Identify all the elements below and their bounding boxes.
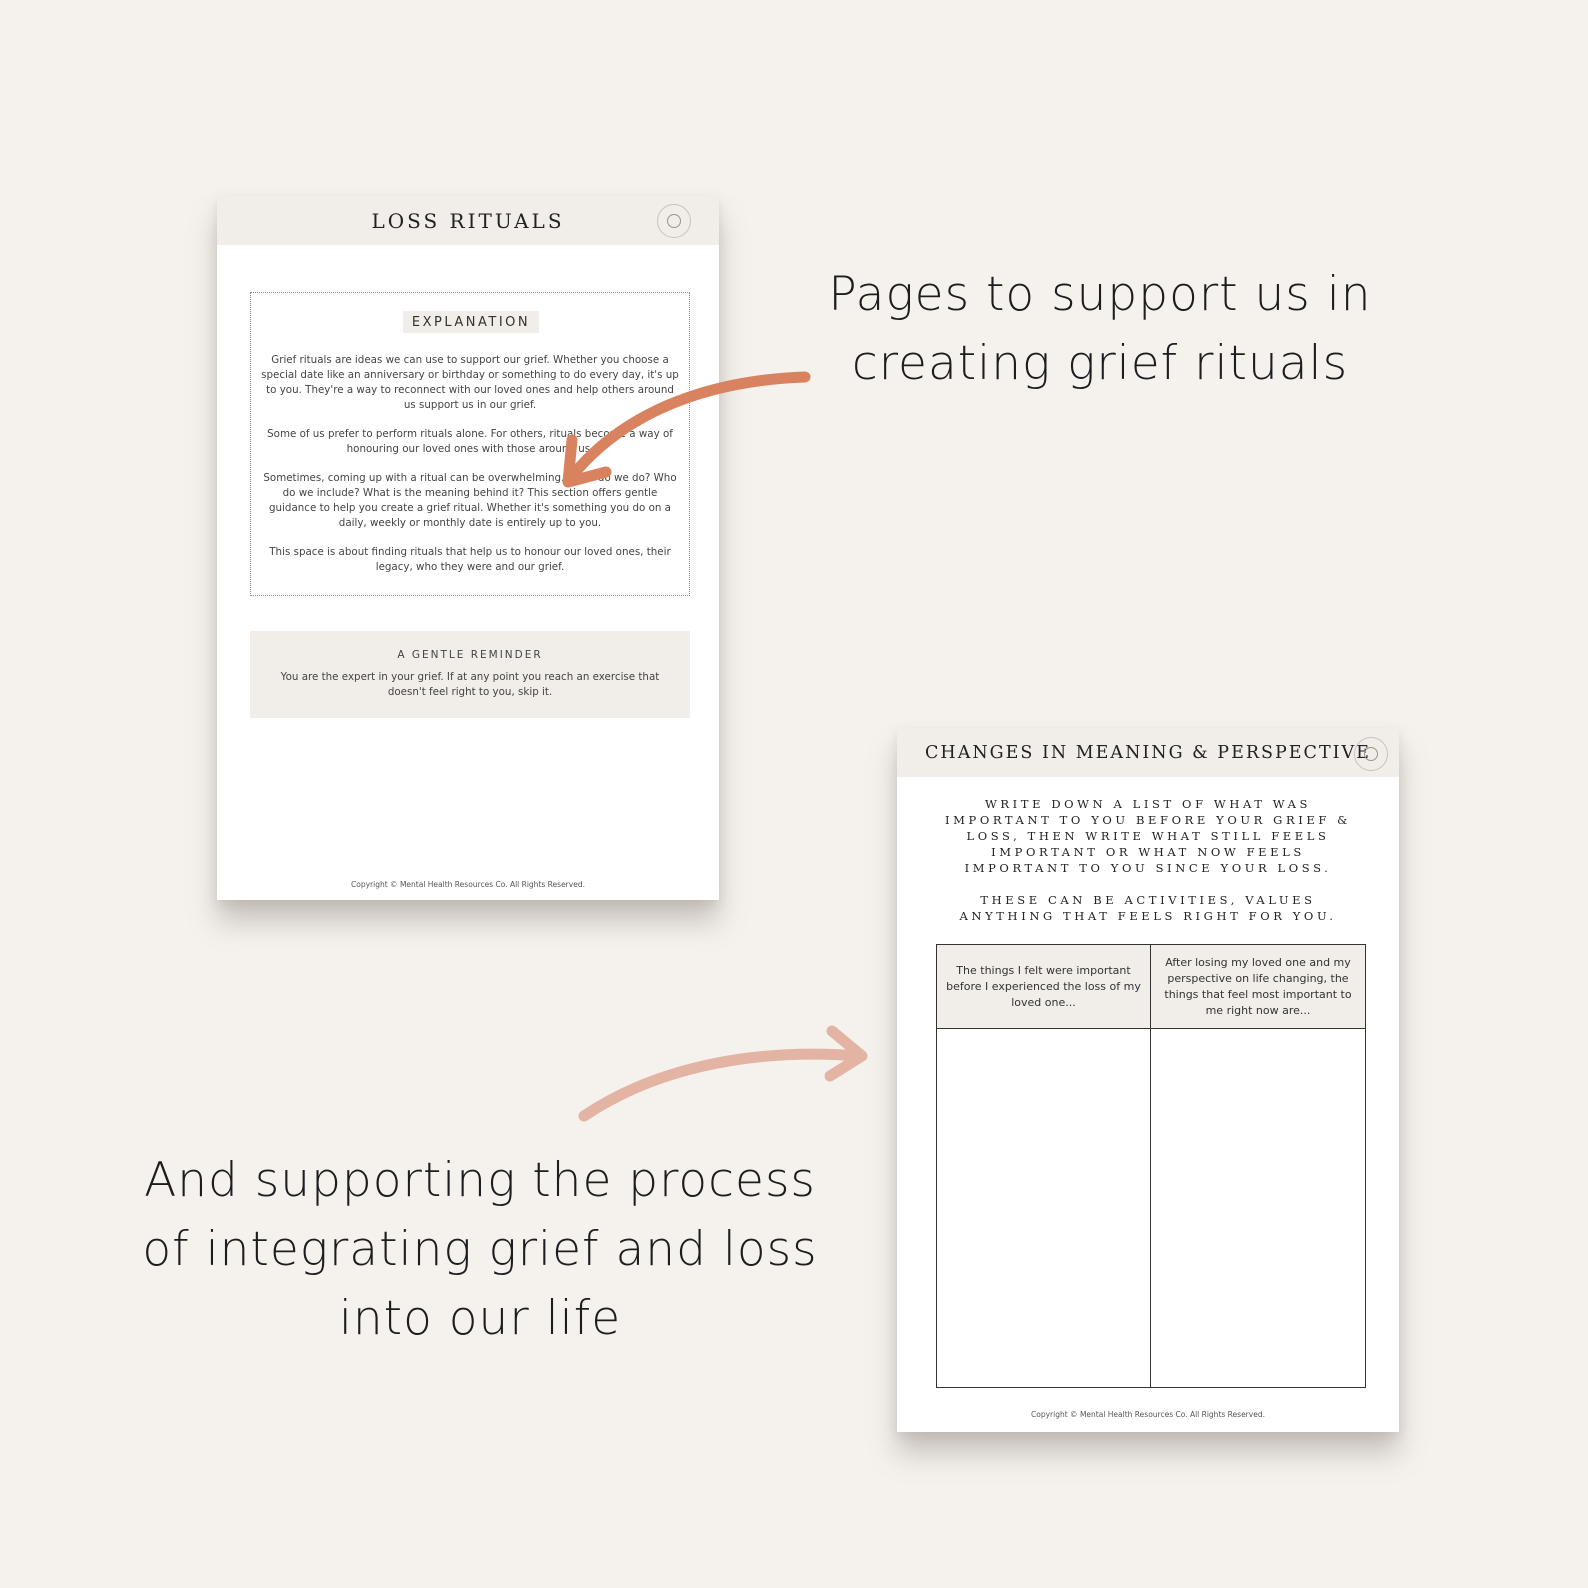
reminder-title: A GENTLE REMINDER	[397, 649, 543, 661]
arrow-top-icon	[568, 377, 805, 482]
explanation-paragraph: Grief rituals are ideas we can use to support our grief. Whether you choose a special date like an anniversary or birthday or something to do every day, it's up to you. They're a way to reconnect with our loved ones and help others around us support us in our grief.	[261, 354, 679, 411]
column-header-after: After losing my loved one and my perspective on life changing, the things that feel most important to me right now are...	[1151, 945, 1365, 1029]
explanation-label: EXPLANATION	[403, 311, 539, 333]
copyright-notice: Copyright © Mental Health Resources Co. All Rights Reserved.	[351, 880, 585, 889]
explanation-paragraph: Sometimes, coming up with a ritual can be overwhelming. What do we do? Who do we include? What is the meaning behind it? This section offers gentle guidance to help you create a grief ritual. Whether it's something you do on a daily, weekly or monthly date is entirely up to you.	[263, 472, 677, 529]
explanation-paragraph: Some of us prefer to perform rituals alone. For others, rituals become a way of honouring our loved ones with those around us.	[267, 428, 673, 455]
explanation-paragraph: This space is about finding rituals that help us to honour our loved ones, their legacy, who they were and our grief.	[269, 546, 671, 573]
instruction-subtext: THESE CAN BE ACTIVITIES, VALUES ANYTHING THAT FEELS RIGHT FOR YOU.	[959, 893, 1337, 923]
arrow-bottom-icon	[584, 1031, 862, 1116]
caption-bottom: And supporting the process of integrating grief and loss into our life	[142, 1153, 818, 1346]
reminder-body: You are the expert in your grief. If at any point you reach an exercise that doesn't feel right to you, skip it.	[280, 671, 660, 698]
column-header-before: The things I felt were important before I experienced the loss of my loved one...	[937, 945, 1151, 1029]
copyright-notice: Copyright © Mental Health Resources Co. All Rights Reserved.	[1031, 1410, 1265, 1419]
page-title: CHANGES IN MEANING & PERSPECTIVE	[925, 742, 1371, 763]
page-title: LOSS RITUALS	[371, 208, 565, 233]
instruction-text: WRITE DOWN A LIST OF WHAT WAS IMPORTANT TO YOU BEFORE YOUR GRIEF & LOSS, THEN WRITE WHAT STILL FEELS IMPORTANT OR WHAT NOW FEELS IMPORTANT TO YOU SINCE YOUR LOSS.	[944, 797, 1352, 875]
caption-top: Pages to support us in creating grief rituals	[828, 267, 1372, 391]
